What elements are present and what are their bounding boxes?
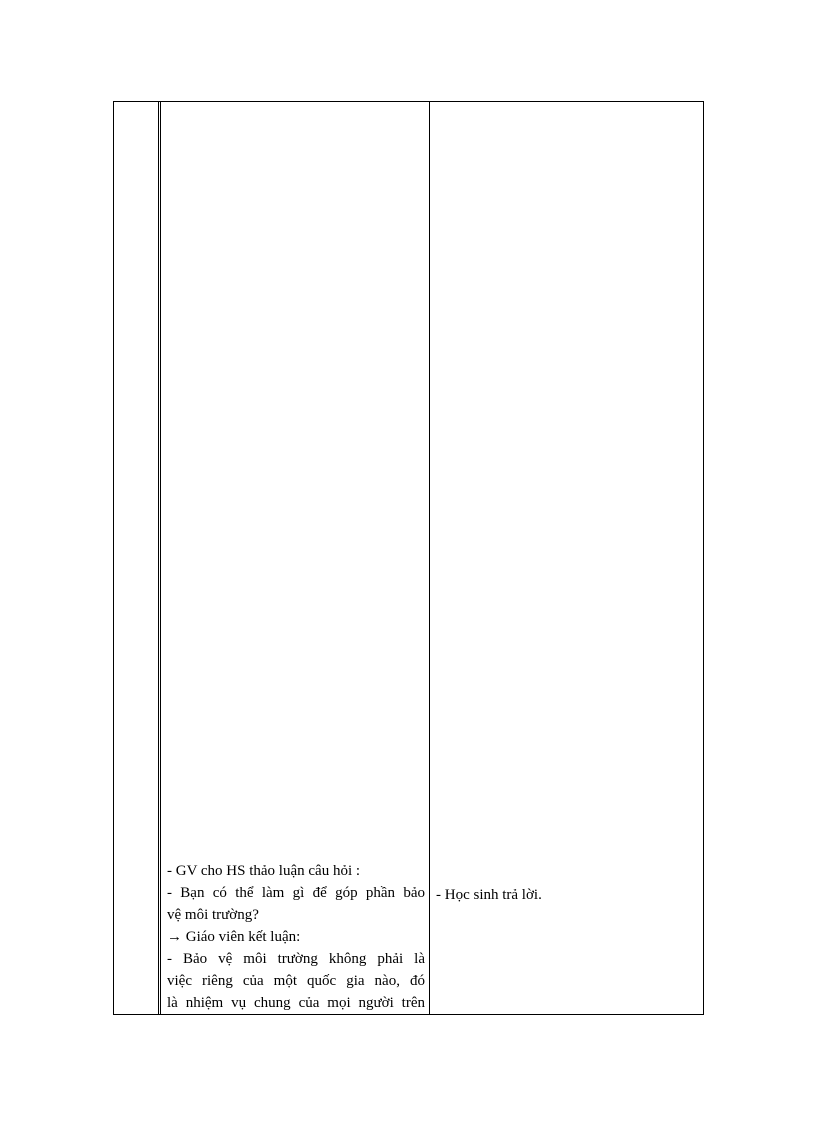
- column-divider: [160, 102, 161, 1014]
- table-column-step: [114, 102, 159, 1014]
- teacher-line: là nhiệm vụ chung của mọi người trên: [167, 995, 425, 1011]
- teacher-activity-text: [167, 860, 425, 1014]
- teacher-line: → Giáo viên kết luận:: [167, 929, 301, 945]
- teacher-line: việc riêng của một quốc gia nào, đó: [167, 973, 425, 989]
- lesson-table: [113, 101, 704, 1015]
- teacher-line: - GV cho HS thảo luận câu hỏi :: [167, 863, 361, 879]
- teacher-line: vệ môi trường?: [167, 907, 259, 923]
- student-line: - Học sinh trả lời.: [436, 887, 542, 903]
- table-column-teacher-activity: [162, 102, 430, 1014]
- teacher-line: - Bảo vệ môi trường không phải là: [167, 951, 425, 967]
- table-column-student-activity: [430, 102, 703, 1014]
- teacher-line: - Bạn có thể làm gì để góp phần bảo: [167, 885, 425, 901]
- student-activity-text: [436, 884, 542, 906]
